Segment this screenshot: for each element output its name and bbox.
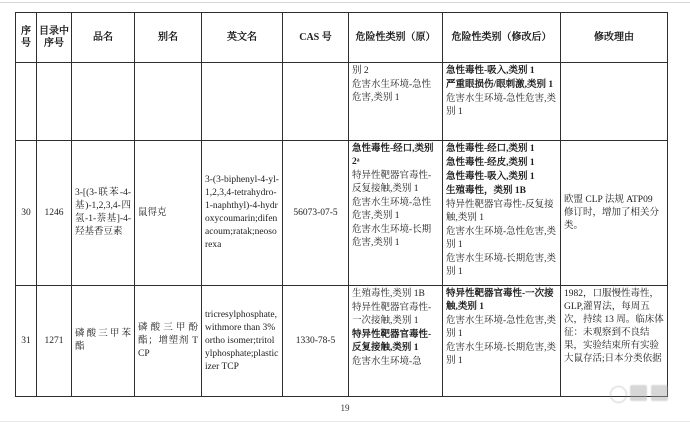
hazard-entry: 特异性靶器官毒性-一次接触,类别 1 bbox=[352, 303, 432, 326]
hazard-entry: 特异性靶器官毒性-反复接触,类别 1 bbox=[352, 330, 432, 353]
hazard-revised-cell bbox=[443, 141, 561, 286]
hazard-entry: 危害水生环境-急 bbox=[352, 357, 422, 367]
reason-cell: 1982，口服慢性毒性，GLP,灌胃法，每周五次，持续 13 周。临床体征：未观察到不良结果，实验结束所有实验大鼠存活;日本分类依据 bbox=[561, 286, 668, 397]
column-header: 目录中序号 bbox=[37, 13, 72, 63]
hazard-entry: 严重眼损伤/眼刺激,类别 1 bbox=[446, 80, 554, 90]
seq-cell bbox=[16, 63, 37, 141]
hazard-entry: 生殖毒性,类别 1B bbox=[352, 289, 425, 299]
cas-number-cell bbox=[283, 63, 349, 141]
hazard-entry: 危害水生环境-急性危害,类别 1 bbox=[352, 198, 432, 221]
alias-cell bbox=[135, 63, 202, 141]
hazard-entry: 危害水生环境-长期危害,类别 1 bbox=[352, 225, 432, 248]
page-number: 19 bbox=[340, 403, 350, 413]
table-row bbox=[16, 286, 668, 397]
catalog-no-cell bbox=[37, 63, 72, 141]
hazard-classification-table bbox=[15, 12, 668, 397]
hazard-original-cell bbox=[349, 141, 443, 286]
table-row bbox=[16, 63, 668, 141]
column-header: 危险性类别（修改后） bbox=[443, 13, 561, 63]
hazard-entry: 急性毒性-吸入,类别 1 bbox=[446, 66, 535, 76]
column-header: 英文名 bbox=[202, 13, 283, 63]
product-name-cell: 3-[(3-联苯-4-基)-1,2,3,4-四氢-1-萘基]-4-羟基香豆素 bbox=[72, 141, 135, 286]
hazard-original-cell bbox=[349, 63, 443, 141]
cas-number-cell: 1330-78-5 bbox=[283, 286, 349, 397]
hazard-entry: 危害水生环境-急性危害,类别 1 bbox=[446, 94, 557, 117]
hazard-entry: 危害水生环境-急性危害,类别 1 bbox=[352, 80, 432, 103]
hazard-entry: 急性毒性-吸入,类别 1 bbox=[446, 172, 535, 182]
hazard-entry: 危害水生环境-急性危害,类别 1 bbox=[446, 227, 557, 250]
product-name-cell bbox=[72, 63, 135, 141]
top-separator-line bbox=[0, 2, 690, 3]
hazard-entry: 危害水生环境-长期危害,类别 1 bbox=[446, 254, 557, 277]
table-header bbox=[16, 13, 668, 63]
seq-cell: 30 bbox=[16, 141, 37, 286]
hazard-entry: 急性毒性-经皮,类别 1 bbox=[446, 158, 535, 168]
hazard-entry: 危害水生环境-急性危害,类别 1 bbox=[446, 316, 557, 339]
seq-cell: 31 bbox=[16, 286, 37, 397]
hazard-revised-cell bbox=[443, 286, 561, 397]
hazard-entry: 别 2 bbox=[352, 66, 369, 76]
column-header: CAS 号 bbox=[283, 13, 349, 63]
english-name-cell: tricresylphosphate,withmore than 3% ortho isomer;tritolylphosphate;plasticizer TCP bbox=[202, 286, 283, 397]
hazard-revised-cell bbox=[443, 63, 561, 141]
reason-cell bbox=[561, 63, 668, 141]
table-row bbox=[16, 141, 668, 286]
hazard-entry: 急性毒性-经口,类别 1 bbox=[446, 144, 535, 154]
column-header: 危险性类别（原） bbox=[349, 13, 443, 63]
header-row bbox=[16, 13, 668, 63]
english-name-cell: 3-(3-biphenyl-4-yl-1,2,3,4-tetrahydro-1-naphthyl)-4-hydroxycoumarin;difenacoum;ratak;neosorexa bbox=[202, 141, 283, 286]
english-name-cell bbox=[202, 63, 283, 141]
table-body bbox=[16, 63, 668, 397]
column-header: 别名 bbox=[135, 13, 202, 63]
product-name-cell: 磷酸三甲苯酯 bbox=[72, 286, 135, 397]
hazard-original-cell bbox=[349, 286, 443, 397]
hazard-entry: 特异性靶器官毒性-一次接触,类别 1 bbox=[446, 289, 554, 312]
column-header: 修改理由 bbox=[561, 13, 668, 63]
hazard-entry: 急性毒性-经口,类别 2ᵃ bbox=[352, 144, 434, 167]
catalog-no-cell: 1271 bbox=[37, 286, 72, 397]
hazard-entry: 危害水生环境-长期危害,类别 1 bbox=[446, 343, 557, 366]
alias-cell: 鼠得克 bbox=[135, 141, 202, 286]
hazard-entry: 生殖毒性，类别 1B bbox=[446, 186, 526, 196]
bottom-separator-line bbox=[0, 421, 690, 422]
cas-number-cell: 56073-07-5 bbox=[283, 141, 349, 286]
alias-cell: 磷酸三甲酚酯；增塑剂 TCP bbox=[135, 286, 202, 397]
reason-cell: 欧盟 CLP 法规 ATP09 修订时，增加了相关分类。 bbox=[561, 141, 668, 286]
column-header: 序号 bbox=[16, 13, 37, 63]
hazard-entry: 特异性靶器官毒性-反复接触,类别 1 bbox=[352, 171, 432, 194]
catalog-no-cell: 1246 bbox=[37, 141, 72, 286]
column-header: 品名 bbox=[72, 13, 135, 63]
hazard-entry: 特异性靶器官毒性-反复接触,类别 1 bbox=[446, 200, 554, 223]
